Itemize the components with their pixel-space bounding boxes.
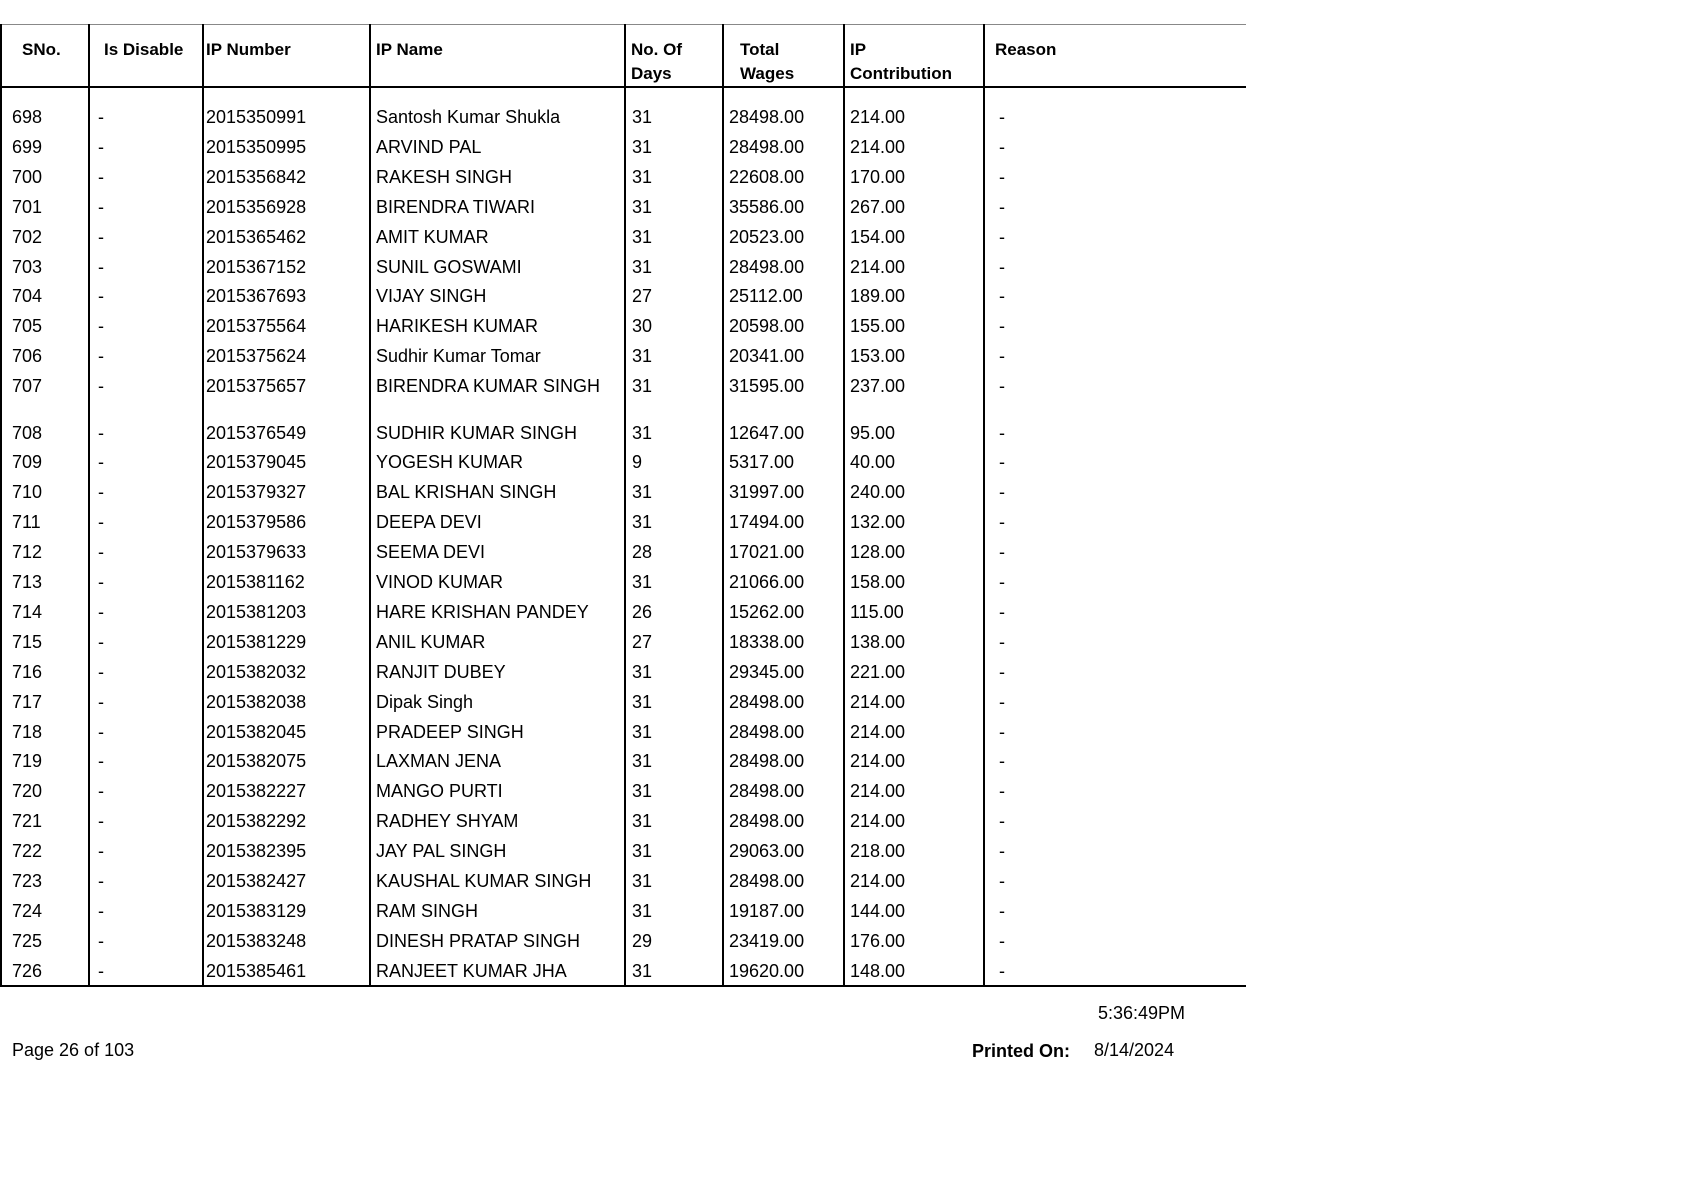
cell-days: 31 (632, 512, 653, 533)
cell-is-disable: - (98, 930, 104, 951)
cell-ip-contribution: 148.00 (850, 960, 906, 981)
cell-ip-contribution: 170.00 (850, 166, 906, 187)
cell-sno: 709 (12, 452, 43, 473)
cell-reason: - (999, 286, 1005, 307)
cell-sno: 724 (12, 900, 43, 921)
cell-total-wages: 5317.00 (729, 452, 795, 473)
cell-ip-name: HARIKESH KUMAR (376, 316, 539, 337)
cell-ip-number: 2015383129 (206, 900, 307, 921)
cell-sno: 723 (12, 871, 43, 891)
cell-total-wages: 19620.00 (729, 960, 805, 981)
cell-total-wages: 25112.00 (729, 286, 803, 307)
cell-sno: 714 (12, 601, 43, 622)
cell-total-wages: 28498.00 (729, 136, 805, 157)
cell-sno: 712 (12, 542, 43, 563)
cell-reason: - (999, 930, 1005, 951)
cell-ip-name: Sudhir Kumar Tomar (376, 346, 541, 367)
cell-sno: 715 (12, 631, 43, 652)
cell-ip-contribution: 214.00 (850, 871, 906, 891)
cell-is-disable: - (98, 316, 104, 337)
cell-is-disable: - (98, 751, 104, 772)
cell-days: 31 (632, 226, 653, 247)
cell-ip-number: 2015382032 (206, 661, 307, 682)
cell-is-disable: - (98, 871, 104, 891)
cell-sno: 699 (12, 136, 43, 157)
cell-is-disable: - (98, 721, 104, 742)
cell-ip-name: SUDHIR KUMAR SINGH (376, 422, 578, 443)
cell-sno: 719 (12, 751, 43, 772)
cell-reason: - (999, 631, 1005, 652)
cell-ip-name: Santosh Kumar Shukla (376, 107, 561, 127)
cell-ip-name: SUNIL GOSWAMI (376, 256, 522, 277)
cell-sno: 711 (12, 512, 41, 533)
cell-ip-number: 2015382075 (206, 751, 307, 772)
cell-sno: 721 (12, 811, 43, 832)
cell-ip-number: 2015382045 (206, 721, 307, 742)
cell-days: 31 (632, 691, 653, 712)
page-info: Page 26 of 103 (12, 1040, 135, 1060)
cell-ip-contribution: 40.00 (850, 452, 896, 473)
cell-ip-contribution: 218.00 (850, 841, 906, 862)
cell-sno: 707 (12, 376, 43, 397)
cell-ip-name: ANIL KUMAR (376, 631, 486, 652)
cell-ip-name: RANJIT DUBEY (376, 661, 506, 682)
column-divider (843, 24, 845, 987)
cell-ip-contribution: 267.00 (850, 196, 906, 217)
cell-sno: 716 (12, 661, 43, 682)
cell-days: 9 (632, 452, 643, 473)
cell-ip-contribution: 237.00 (850, 376, 906, 397)
cell-sno: 710 (12, 482, 43, 503)
cell-total-wages: 20598.00 (729, 316, 805, 337)
cell-ip-number: 2015379633 (206, 542, 307, 563)
cell-ip-number: 2015382427 (206, 871, 307, 891)
cell-reason: - (999, 781, 1005, 802)
cell-total-wages: 23419.00 (729, 930, 805, 951)
cell-ip-name: VINOD KUMAR (376, 572, 504, 592)
cell-reason: - (999, 136, 1005, 157)
cell-ip-name: AMIT KUMAR (376, 226, 489, 247)
printed-on-date: 8/14/2024 (1094, 1040, 1175, 1060)
cell-ip-number: 2015375624 (206, 346, 307, 367)
cell-ip-number: 2015382395 (206, 841, 307, 862)
cell-reason: - (999, 721, 1005, 742)
cell-days: 31 (632, 721, 653, 742)
cell-is-disable: - (98, 226, 104, 247)
cell-days: 28 (632, 542, 653, 563)
table-top-rule (0, 24, 1246, 25)
cell-reason: - (999, 601, 1005, 622)
cell-is-disable: - (98, 601, 104, 622)
cell-total-wages: 19187.00 (729, 900, 805, 921)
column-divider (722, 24, 724, 987)
cell-ip-name: Dipak Singh (376, 691, 474, 712)
cell-sno: 720 (12, 781, 43, 802)
cell-total-wages: 28498.00 (729, 107, 805, 127)
cell-ip-name: RAM SINGH (376, 900, 479, 921)
cell-reason: - (999, 900, 1005, 921)
cell-reason: - (999, 166, 1005, 187)
cell-sno: 701 (12, 196, 43, 217)
cell-reason: - (999, 542, 1005, 563)
cell-total-wages: 29345.00 (729, 661, 805, 682)
cell-ip-name: JAY PAL SINGH (376, 841, 507, 862)
header-bottom-rule (0, 86, 1246, 88)
column-divider (369, 24, 371, 987)
cell-reason: - (999, 422, 1005, 443)
table-bottom-rule (0, 985, 1246, 987)
cell-sno: 700 (12, 166, 43, 187)
cell-total-wages: 20523.00 (729, 226, 805, 247)
cell-sno: 698 (12, 107, 43, 127)
cell-sno: 717 (12, 691, 43, 712)
cell-days: 31 (632, 900, 653, 921)
cell-reason: - (999, 871, 1005, 891)
cell-days: 31 (632, 376, 653, 397)
cell-ip-number: 2015350991 (206, 107, 307, 127)
cell-sno: 703 (12, 256, 43, 277)
cell-ip-number: 2015385461 (206, 960, 307, 981)
cell-total-wages: 22608.00 (729, 166, 805, 187)
cell-ip-number: 2015381229 (206, 631, 307, 652)
cell-days: 31 (632, 482, 653, 503)
cell-is-disable: - (98, 422, 104, 443)
cell-ip-name: YOGESH KUMAR (376, 452, 524, 473)
cell-is-disable: - (98, 256, 104, 277)
cell-sno: 704 (12, 286, 43, 307)
cell-is-disable: - (98, 452, 104, 473)
cell-ip-name: KAUSHAL KUMAR SINGH (376, 871, 592, 891)
cell-ip-name: SEEMA DEVI (376, 542, 486, 563)
cell-total-wages: 28498.00 (729, 721, 805, 742)
cell-reason: - (999, 376, 1005, 397)
column-divider (983, 24, 985, 987)
cell-days: 31 (632, 422, 653, 443)
cell-total-wages: 15262.00 (729, 601, 805, 622)
cell-sno: 718 (12, 721, 43, 742)
cell-is-disable: - (98, 661, 104, 682)
cell-is-disable: - (98, 572, 104, 592)
cell-total-wages: 17494.00 (729, 512, 805, 533)
cell-ip-number: 2015379586 (206, 512, 307, 533)
cell-is-disable: - (98, 512, 104, 533)
cell-total-wages: 28498.00 (729, 256, 805, 277)
cell-reason: - (999, 841, 1005, 862)
cell-total-wages: 29063.00 (729, 841, 805, 862)
cell-ip-contribution: 176.00 (850, 930, 906, 951)
cell-days: 31 (632, 811, 653, 832)
cell-reason: - (999, 482, 1005, 503)
cell-total-wages: 17021.00 (729, 542, 805, 563)
cell-ip-number: 2015379327 (206, 482, 307, 503)
cell-reason: - (999, 691, 1005, 712)
cell-days: 31 (632, 751, 653, 772)
cell-ip-name: ARVIND PAL (376, 136, 482, 157)
cell-is-disable: - (98, 960, 104, 981)
cell-ip-number: 2015375564 (206, 316, 307, 337)
cell-ip-name: BIRENDRA KUMAR SINGH (376, 376, 601, 397)
cell-reason: - (999, 256, 1005, 277)
cell-ip-name: BIRENDRA TIWARI (376, 196, 536, 217)
cell-is-disable: - (98, 542, 104, 563)
cell-total-wages: 28498.00 (729, 691, 805, 712)
cell-ip-contribution: 128.00 (850, 542, 906, 563)
cell-ip-name: RAKESH SINGH (376, 166, 513, 187)
cell-ip-contribution: 115.00 (850, 601, 904, 622)
cell-reason: - (999, 661, 1005, 682)
printed-on-label: Printed On: (972, 1041, 1070, 1061)
cell-ip-number: 2015367693 (206, 286, 307, 307)
cell-sno: 708 (12, 422, 43, 443)
cell-ip-name: DINESH PRATAP SINGH (376, 930, 581, 951)
cell-days: 31 (632, 196, 653, 217)
cell-total-wages: 35586.00 (729, 196, 805, 217)
cell-days: 31 (632, 661, 653, 682)
header-ip-contribution: IP Contribution (850, 40, 952, 83)
cell-ip-contribution: 144.00 (850, 900, 906, 921)
cell-reason: - (999, 226, 1005, 247)
cell-is-disable: - (98, 841, 104, 862)
cell-is-disable: - (98, 631, 104, 652)
cell-sno: 726 (12, 960, 43, 981)
cell-days: 31 (632, 841, 653, 862)
cell-ip-name: RANJEET KUMAR JHA (376, 960, 567, 981)
cell-ip-number: 2015382038 (206, 691, 307, 712)
cell-is-disable: - (98, 781, 104, 802)
cell-reason: - (999, 196, 1005, 217)
cell-ip-name: PRADEEP SINGH (376, 721, 524, 742)
cell-days: 31 (632, 871, 653, 891)
cell-ip-name: MANGO PURTI (376, 781, 503, 802)
cell-reason: - (999, 107, 1005, 127)
cell-ip-name: RADHEY SHYAM (376, 811, 519, 832)
cell-sno: 702 (12, 226, 43, 247)
header-total-wages: Total Wages (740, 40, 795, 83)
contribution-table (0, 24, 1246, 987)
header-sno: SNo. (22, 40, 61, 59)
cell-ip-number: 2015375657 (206, 376, 307, 397)
cell-ip-contribution: 214.00 (850, 107, 906, 127)
cell-sno: 713 (12, 572, 43, 592)
cell-ip-number: 2015365462 (206, 226, 307, 247)
cell-days: 26 (632, 601, 653, 622)
cell-reason: - (999, 346, 1005, 367)
cell-total-wages: 21066.00 (729, 572, 805, 592)
column-divider (202, 24, 204, 987)
cell-ip-number: 2015382227 (206, 781, 307, 802)
cell-total-wages: 28498.00 (729, 811, 805, 832)
cell-days: 31 (632, 572, 653, 592)
cell-ip-contribution: 214.00 (850, 781, 906, 802)
cell-reason: - (999, 960, 1005, 981)
cell-ip-name: DEEPA DEVI (376, 512, 482, 533)
cell-is-disable: - (98, 286, 104, 307)
cell-ip-contribution: 214.00 (850, 136, 906, 157)
header-no-of-days: No. Of Days (631, 40, 682, 83)
print-time: 5:36:49PM (1098, 1003, 1186, 1023)
header-ip-number: IP Number (206, 40, 291, 59)
cell-ip-contribution: 240.00 (850, 482, 906, 503)
cell-total-wages: 31595.00 (729, 376, 805, 397)
cell-sno: 722 (12, 841, 43, 862)
cell-ip-contribution: 214.00 (850, 751, 906, 772)
cell-days: 31 (632, 256, 653, 277)
cell-is-disable: - (98, 136, 104, 157)
header-is-disable: Is Disable (104, 40, 184, 59)
header-ip-name: IP Name (376, 40, 443, 59)
cell-is-disable: - (98, 346, 104, 367)
cell-ip-contribution: 95.00 (850, 422, 896, 443)
cell-total-wages: 20341.00 (729, 346, 805, 367)
cell-ip-name: LAXMAN JENA (376, 751, 502, 772)
cell-ip-name: HARE KRISHAN PANDEY (376, 601, 589, 622)
cell-reason: - (999, 452, 1005, 473)
cell-sno: 706 (12, 346, 43, 367)
cell-ip-contribution: 214.00 (850, 691, 906, 712)
cell-ip-contribution: 132.00 (850, 512, 906, 533)
cell-ip-number: 2015376549 (206, 422, 307, 443)
cell-ip-number: 2015367152 (206, 256, 307, 277)
column-divider (624, 24, 626, 987)
cell-reason: - (999, 512, 1005, 533)
cell-is-disable: - (98, 107, 104, 127)
cell-days: 31 (632, 346, 653, 367)
cell-sno: 725 (12, 930, 43, 951)
cell-is-disable: - (98, 900, 104, 921)
cell-ip-contribution: 153.00 (850, 346, 906, 367)
cell-days: 31 (632, 960, 653, 981)
cell-ip-contribution: 189.00 (850, 286, 906, 307)
cell-total-wages: 18338.00 (729, 631, 805, 652)
cell-total-wages: 28498.00 (729, 871, 805, 891)
cell-ip-contribution: 154.00 (850, 226, 906, 247)
cell-reason: - (999, 572, 1005, 592)
cell-days: 27 (632, 631, 653, 652)
column-divider (88, 24, 90, 987)
cell-ip-number: 2015350995 (206, 136, 307, 157)
cell-ip-number: 2015381203 (206, 601, 307, 622)
column-divider (0, 24, 2, 987)
cell-ip-contribution: 155.00 (850, 316, 906, 337)
cell-total-wages: 31997.00 (729, 482, 805, 503)
cell-ip-number: 2015356842 (206, 166, 307, 187)
cell-days: 31 (632, 107, 653, 127)
cell-sno: 705 (12, 316, 43, 337)
header-reason: Reason (995, 40, 1057, 59)
cell-is-disable: - (98, 376, 104, 397)
cell-total-wages: 28498.00 (729, 781, 805, 802)
cell-ip-contribution: 214.00 (850, 811, 906, 832)
cell-total-wages: 28498.00 (729, 751, 805, 772)
cell-ip-number: 2015379045 (206, 452, 307, 473)
cell-ip-contribution: 214.00 (850, 256, 906, 277)
cell-ip-name: BAL KRISHAN SINGH (376, 482, 557, 503)
cell-is-disable: - (98, 691, 104, 712)
cell-ip-contribution: 214.00 (850, 721, 906, 742)
cell-days: 31 (632, 136, 653, 157)
cell-is-disable: - (98, 482, 104, 503)
cell-is-disable: - (98, 166, 104, 187)
cell-days: 31 (632, 166, 653, 187)
cell-ip-number: 2015382292 (206, 811, 307, 832)
cell-days: 30 (632, 316, 653, 337)
cell-ip-contribution: 158.00 (850, 572, 906, 592)
cell-ip-contribution: 221.00 (850, 661, 906, 682)
cell-reason: - (999, 316, 1005, 337)
cell-days: 29 (632, 930, 653, 951)
cell-ip-name: VIJAY SINGH (376, 286, 487, 307)
cell-is-disable: - (98, 196, 104, 217)
cell-total-wages: 12647.00 (729, 422, 805, 443)
cell-ip-number: 2015383248 (206, 930, 307, 951)
cell-reason: - (999, 751, 1005, 772)
cell-ip-contribution: 138.00 (850, 631, 906, 652)
cell-is-disable: - (98, 811, 104, 832)
cell-ip-number: 2015356928 (206, 196, 307, 217)
cell-days: 31 (632, 781, 653, 802)
cell-reason: - (999, 811, 1005, 832)
cell-days: 27 (632, 286, 653, 307)
cell-ip-number: 2015381162 (206, 572, 305, 592)
